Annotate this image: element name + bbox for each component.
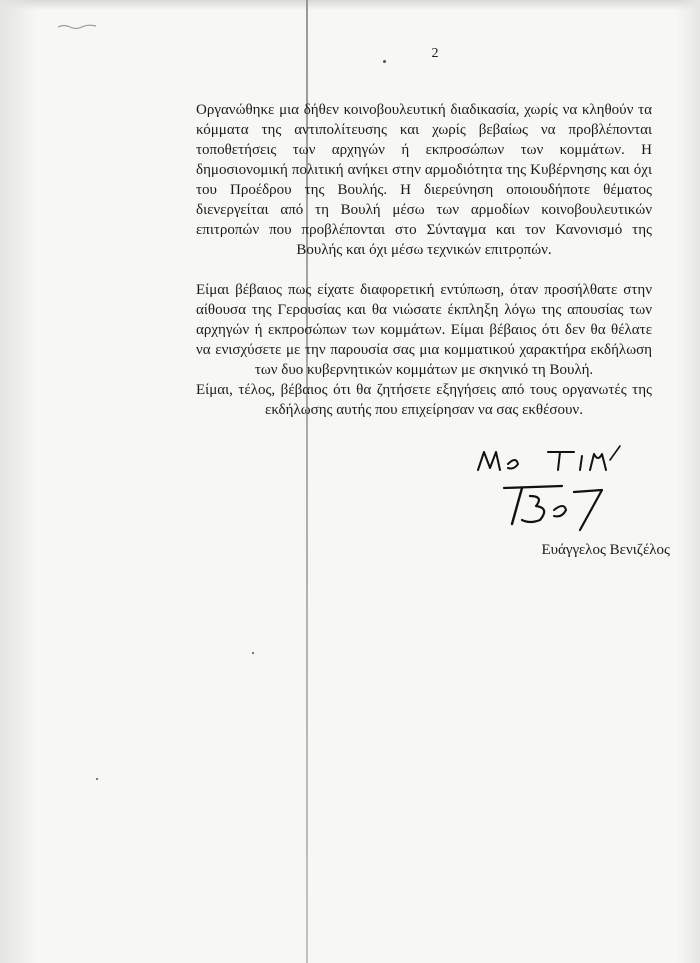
body-paragraph-2: Είμαι βέβαιος πως είχατε διαφορετική εντύπωση, όταν προσήλθατε στην αίθουσα της Γερουσίας και θα νιώσατε έκπληξη λόγω της απουσίας των αρχηγών ή εκπροσώπων των κομμάτων. Είμαι βέβαιος ότι δεν θα θέλατε να ενισχύσετε με την παρουσία σας μια κομματικού χαρακτήρα εκδήλωση των δυο κυβερνητικών κομμάτων με σκηνικό τη Βουλή.	[196, 282, 652, 378]
body-paragraph-1: Οργανώθηκε μια δήθεν κοινοβουλευτική διαδικασία, χωρίς να κληθούν τα κόμματα της αντιπολίτευσης και χωρίς βεβαίως να προβλέπονται τοποθετήσεις των αρχηγών ή εκπροσώπων των κομμάτων. Η δημοσιονομική πολιτική ανήκει στην αρμοδιότητα της Κυβέρνησης και όχι του Προέδρου της Βουλής. Η διερεύνηση οποιουδήποτε θέματος διενεργείται από τη Βουλή μέσω των αρμοδίων κοινοβουλευτικών επιτροπών που προβλέπονται στο Σύνταγμα και τον Κανονισμό της Βουλής και όχι μέσω τεχνικών επιτροπών.	[196, 102, 652, 258]
ink-speck	[96, 778, 98, 780]
page-number: 2	[431, 46, 439, 61]
corner-scan-mark	[56, 22, 104, 30]
scan-edge-top	[0, 0, 700, 10]
ink-speck	[383, 60, 386, 63]
body-paragraph-3: Είμαι, τέλος, βέβαιος ότι θα ζητήσετε εξηγήσεις από τους οργανωτές της εκδήλωσης αυτής που επιχείρησαν να σας εκθέσουν.	[196, 382, 652, 418]
ink-speck	[252, 652, 254, 654]
scan-edge-left	[0, 0, 38, 963]
scan-edge-right	[676, 0, 700, 963]
signatory-name: Ευάγγελος Βενιζέλος	[541, 542, 670, 558]
letter-body	[196, 100, 652, 420]
handwritten-closing-and-signature	[470, 440, 640, 540]
